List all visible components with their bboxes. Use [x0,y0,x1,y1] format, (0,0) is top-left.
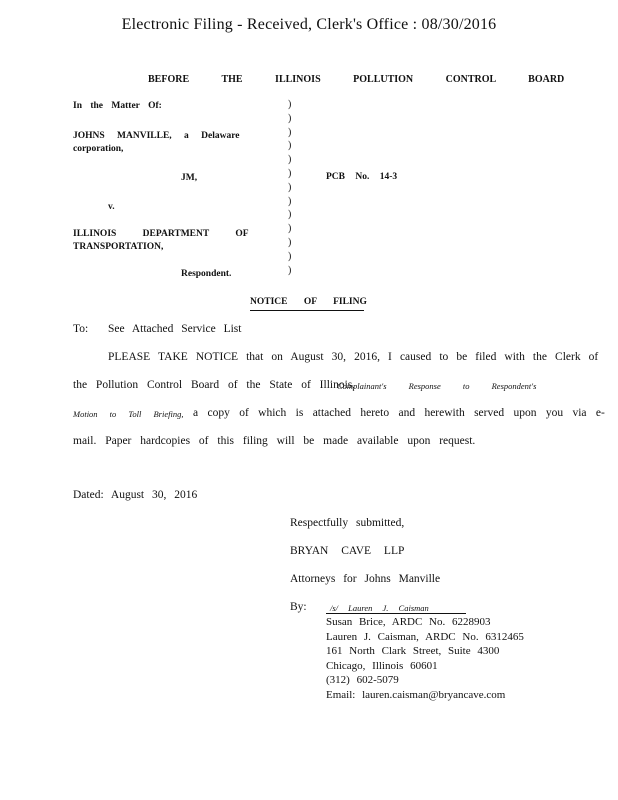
to-label: To: [73,323,89,335]
petitioner-name-cont: corporation, [73,144,124,154]
by-label: By: [290,601,307,613]
respondent-name: ILLINOIS DEPARTMENT OF [73,229,249,239]
firm-name: BRYAN CAVE LLP [290,545,405,557]
address-line-1: 161 North Clark Street, Suite 4300 [326,645,500,657]
phone-number: (312) 602-5079 [326,674,399,686]
petitioner-abbrev: JM, [181,173,198,183]
versus-label: v. [108,202,115,212]
respondent-name-cont: TRANSPORTATION, [73,242,164,252]
notice-paragraph-line-3b: a copy of which is attached hereto and herewith served upon you via e- [193,407,605,419]
attorney-2: Lauren J. Caisman, ARDC No. 6312465 [326,630,524,643]
notice-title-underline [250,310,364,311]
petitioner-name: JOHNS MANVILLE, a Delaware [73,131,240,141]
in-the-matter-label: In the Matter Of: [73,101,162,111]
case-number: PCB No. 14-3 [326,172,398,182]
document-title-part-1: Complainant's Response to Respondent's [337,381,537,391]
notice-paragraph-line-1: PLEASE TAKE NOTICE that on August 30, 2016, I caused to be filed with the Clerk of [108,351,599,363]
email-address[interactable]: Email: lauren.caisman@bryancave.com [326,688,506,701]
respondent-label: Respondent. [181,269,232,279]
signature-line [326,613,466,614]
attorney-contact-block [326,615,524,702]
notice-paragraph-line-2a: the Pollution Control Board of the State of Illinois, [73,379,356,391]
dated-line: Dated: August 30, 2016 [73,489,198,501]
attorneys-for-line: Attorneys for Johns Manville [290,573,441,585]
address-line-2: Chicago, Illinois 60601 [326,659,438,672]
notice-title: NOTICE OF FILING [250,297,367,307]
notice-paragraph-line-4: mail. Paper hardcopies of this filing will be made available upon request. [73,435,476,447]
attorney-1: Susan Brice, ARDC No. 6228903 [326,616,491,628]
document-title-part-2: Motion to Toll Briefing, [73,409,184,419]
board-title: BEFORE THE ILLINOIS POLLUTION CONTROL BOARD [148,74,565,85]
closing-salutation: Respectfully submitted, [290,517,405,529]
filing-stamp-header: Electronic Filing - Received, Clerk's Office : 08/30/2016 [121,16,497,33]
electronic-signature: /s/ Lauren J. Caisman [330,603,429,613]
caption-parenthesis-column: ) ) ) ) ) ) ) ) ) ) ) ) ) [288,99,292,276]
to-value: See Attached Service List [108,323,242,335]
